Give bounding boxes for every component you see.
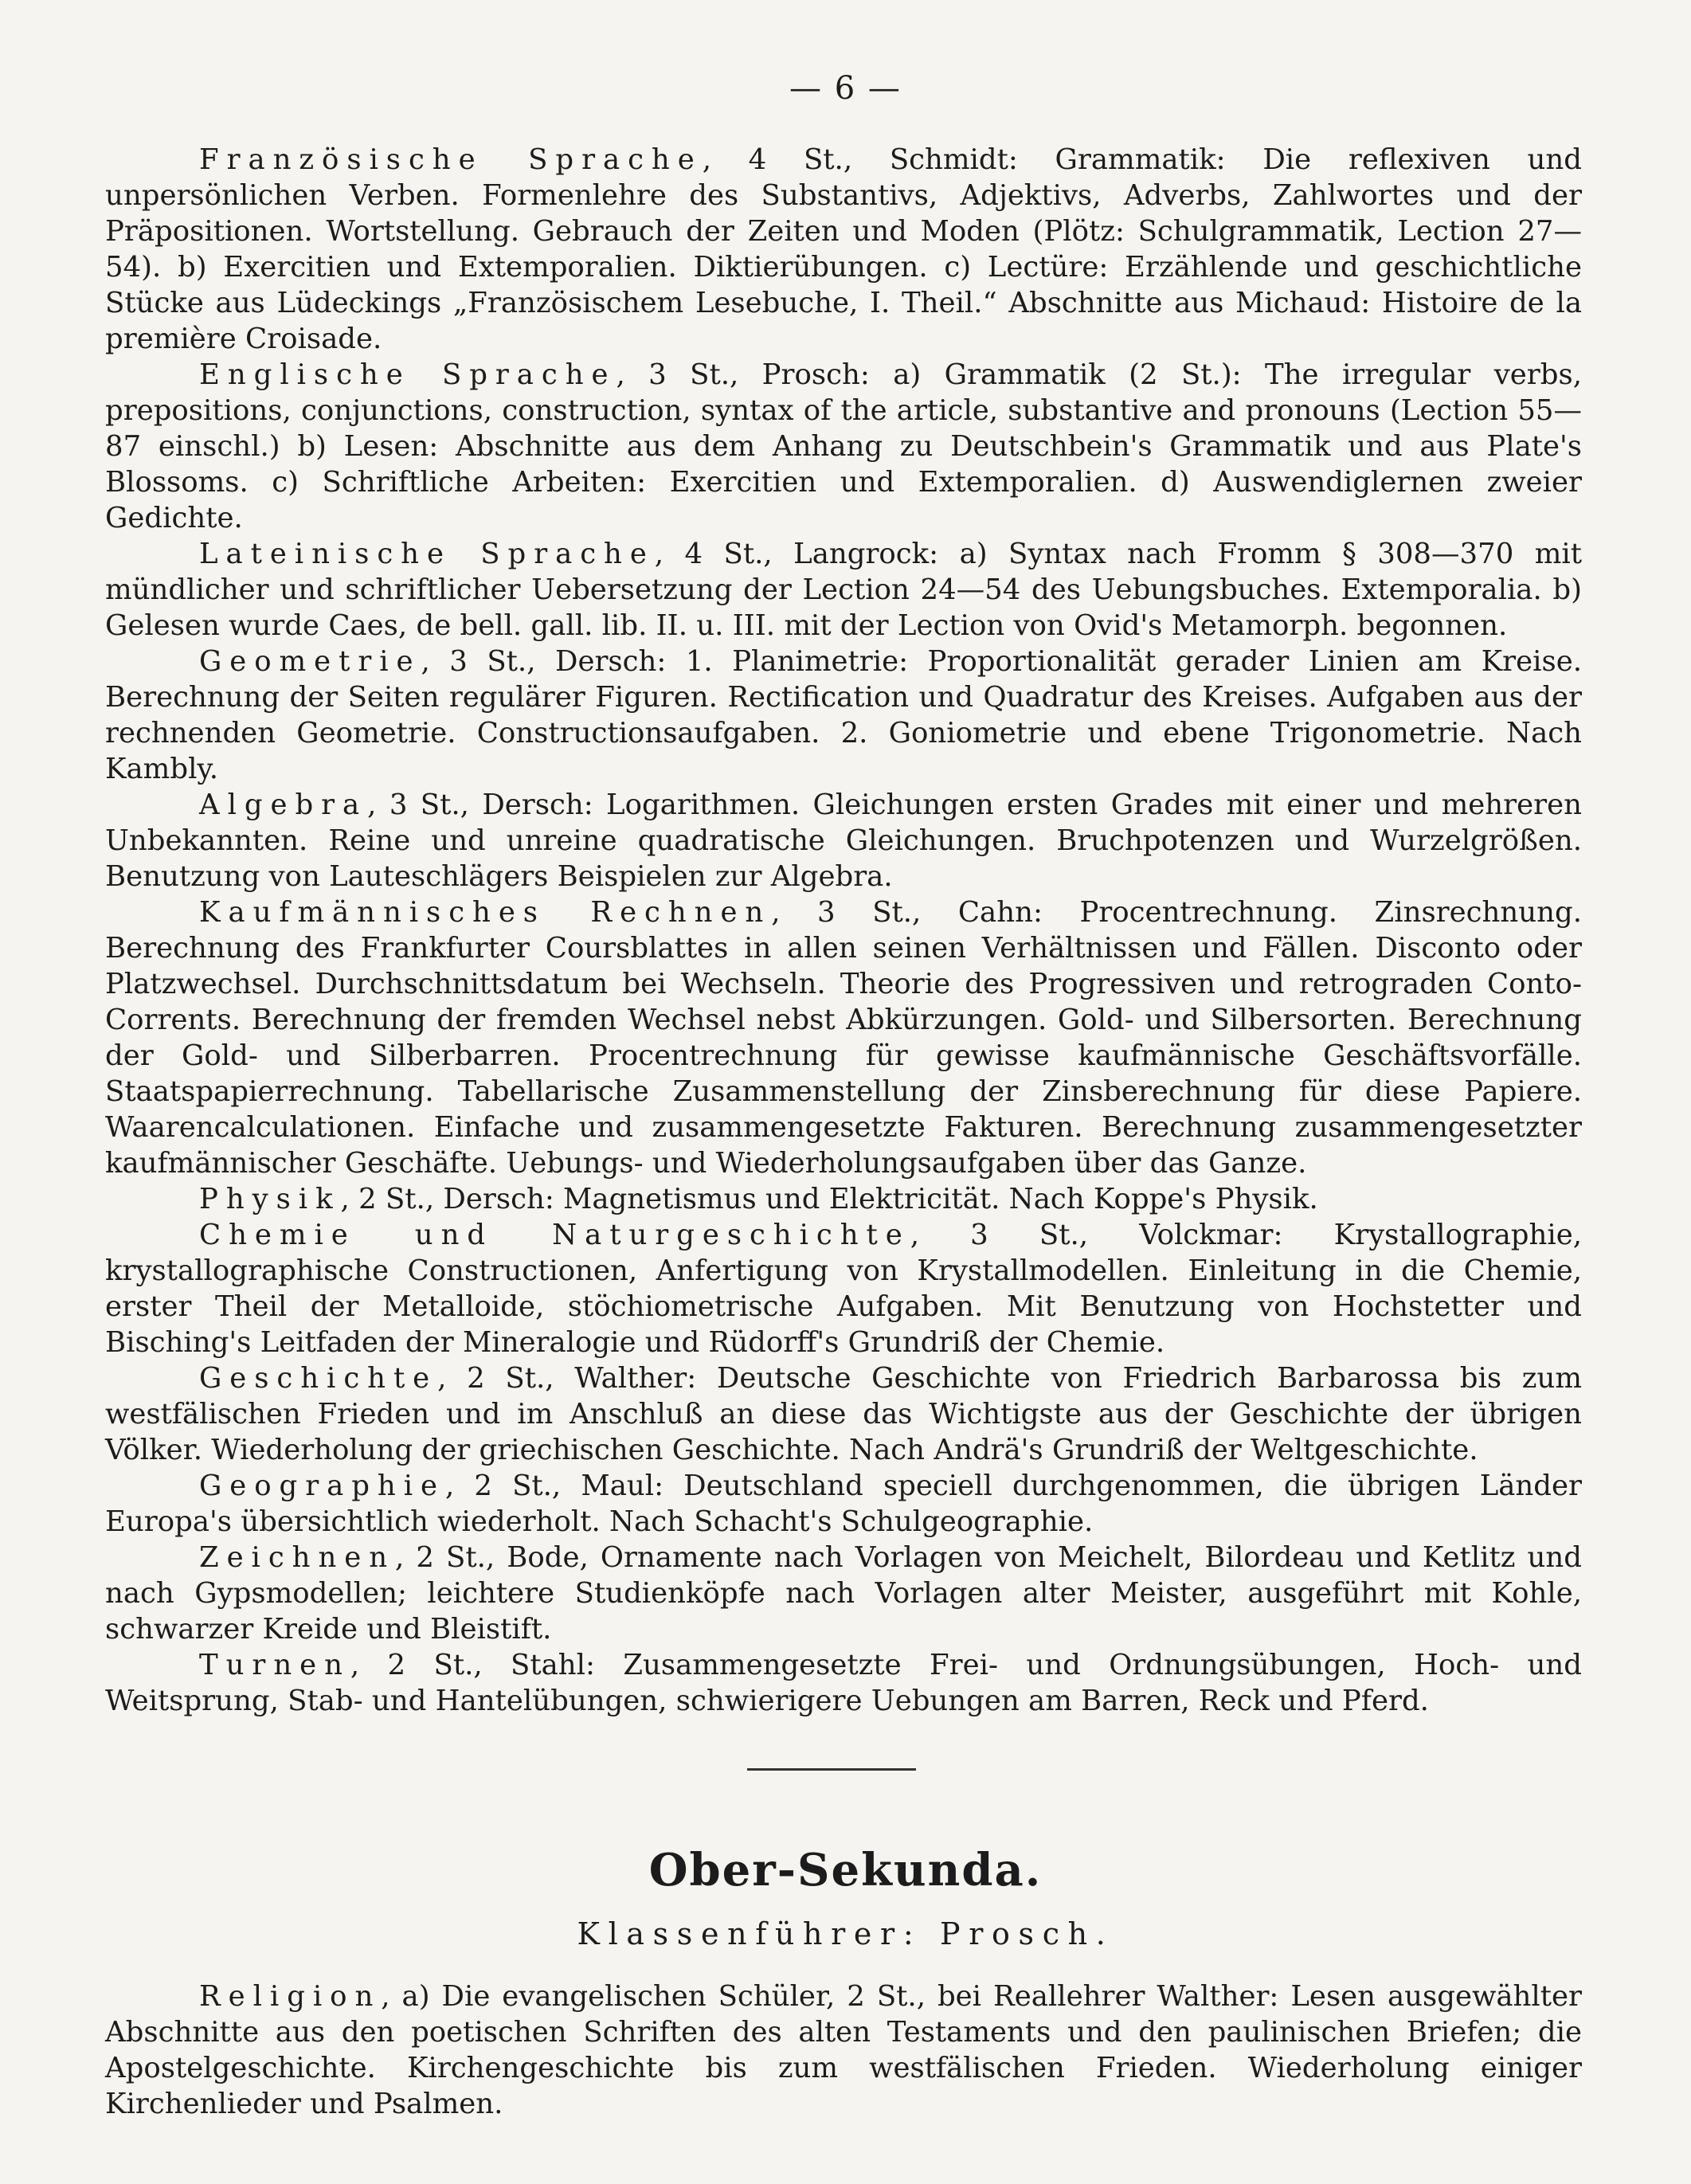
subject-heading: Zeichnen [199, 1541, 396, 1574]
subject-heading: Französische Sprache [199, 143, 703, 176]
entry-religion: Religion, a) Die evangelischen Schüler, 2 St., bei Reallehrer Walther: Lesen ausgewählter Abschnitte aus den poetischen Schriften des alten Testaments und den paulinischen Briefen; die Apostelgeschichte. Kirchengeschichte bis zum westfälischen Frieden. Wiederholung einiger Kirchenlieder und Psalmen. [105, 1980, 1582, 2120]
curriculum-text [105, 142, 1582, 1719]
entry-history: Geschichte, 2 St., Walther: Deutsche Geschichte von Friedrich Barbarossa bis zum westfälischen Frieden und im Anschluß an diese das Wichtigste aus der Geschichte der übrigen Völker. Wiederholung der griechischen Geschichte. Nach Andrä's Grundriß der Weltgeschichte. [105, 1362, 1582, 1466]
entry-geometry: Geometrie, 3 St., Dersch: 1. Planimetrie: Proportionalität gerader Linien am Kreise. Berechnung der Seiten regulärer Figuren. Rectification und Quadratur des Kreises. Aufgaben aus der rechnenden Geometrie. Constructionsaufgaben. 2. Goniometrie und ebene Trigonometrie. Nach Kambly. [105, 645, 1582, 785]
subject-heading: Geometrie [199, 645, 421, 678]
subject-heading: Geschichte [199, 1362, 438, 1395]
subject-heading: Geographie [199, 1470, 445, 1502]
subject-heading: Religion [199, 1980, 382, 2013]
entry-english: Englische Sprache, 3 St., Prosch: a) Grammatik (2 St.): The irregular verbs, prepositions, conjunctions, construction, syntax of the article, substantive and pronouns (Lection 55—87 einschl.) b) Lesen: Abschnitte aus dem Anhang zu Deutschbein's Grammatik und aus Plate's Blossoms. c) Schriftliche Arbeiten: Exercitien und Extemporalien. d) Auswendiglernen zweier Gedichte. [105, 358, 1582, 534]
subject-heading: Englische Sprache [199, 358, 617, 391]
entry-chemistry: Chemie und Naturgeschichte, 3 St., Volckmar: Krystallographie, krystallographische Constructionen, Anfertigung von Krystallmodellen. Einleitung in die Chemie, erster Theil der Metalloide, stöchiometrische Aufgaben. Mit Benutzung von Hochstetter und Bisching's Leitfaden der Mineralogie und Rüdorff's Grundriß der Chemie. [105, 1219, 1582, 1359]
subject-heading: Algebra [199, 789, 368, 821]
subject-heading: Lateinische Sprache [199, 538, 655, 570]
entry-french: Französische Sprache, 4 St., Schmidt: Grammatik: Die reflexiven und unpersönlichen Verben. Formenlehre des Substantivs, Adjektivs, Adverbs, Zahlwortes und der Präpositionen. Wortstellung. Gebrauch der Zeiten und Moden (Plötz: Schulgrammatik, Lection 27—54). b) Exercitien und Extemporalien. Diktierübungen. c) Lectüre: Erzählende und geschichtliche Stücke aus Lüdeckings „Französischem Lesebuche, I. Theil.“ Abschnitte aus Michaud: Histoire de la première Croisade. [105, 143, 1582, 355]
entry-drawing: Zeichnen, 2 St., Bode, Ornamente nach Vorlagen von Meichelt, Bilordeau und Ketlitz und nach Gypsmodellen; leichtere Studienköpfe nach Vorlagen alter Meister, ausgeführt mit Kohle, schwarzer Kreide und Bleistift. [105, 1541, 1582, 1646]
page-number: — 6 — [789, 70, 902, 107]
section-title: Ober-Sekunda. [648, 1844, 1043, 1896]
class-teacher-line: Klassenführer: Prosch. [577, 1916, 1114, 1951]
entry-latin: Lateinische Sprache, 4 St., Langrock: a) Syntax nach Fromm § 308—370 mit mündlicher und schriftlicher Uebersetzung der Lection 24—54 des Uebungsbuches. Extemporalia. b) Gelesen wurde Caes, de bell. gall. lib. II. u. III. mit der Lection von Ovid's Metamorph. begonnen. [105, 538, 1582, 642]
entry-physics: Physik, 2 St., Dersch: Magnetismus und Elektricität. Nach Koppe's Physik. [199, 1183, 1318, 1215]
entry-commercial-arithmetic: Kaufmännisches Rechnen, 3 St., Cahn: Procentrechnung. Zinsrechnung. Berechnung des Frankfurter Coursblattes in allen seinen Verhältnissen und Fällen. Disconto oder Platzwechsel. Durchschnittsdatum bei Wechseln. Theorie des Progressiven und retrograden Conto-Corrents. Berechnung der fremden Wechsel nebst Abkürzungen. Gold- und Silbersorten. Berechnung der Gold- und Silberbarren. Procentrechnung für gewisse kaufmännische Geschäftsvorfälle. Staatspapierrechnung. Tabellarische Zusammenstellung der Zinsberechnung für diese Papiere. Waarencalculationen. Einfache und zusammengesetzte Fakturen. Berechnung zusammengesetzter kaufmännischer Geschäfte. Uebungs- und Wiederholungsaufgaben über das Ganze. [105, 896, 1582, 1180]
entry-geography: Geographie, 2 St., Maul: Deutschland speciell durchgenommen, die übrigen Länder Europa's übersichtlich wiederholt. Nach Schacht's Schulgeographie. [105, 1470, 1582, 1538]
subject-heading: Kaufmännisches Rechnen [199, 896, 772, 929]
entry-gymnastics: Turnen, 2 St., Stahl: Zusammengesetzte Frei- und Ordnungsübungen, Hoch- und Weitsprung, Stab- und Hantelübungen, schwierigere Uebungen am Barren, Reck und Pferd. [105, 1649, 1582, 1717]
religion-text [105, 1979, 1582, 2122]
entry-algebra: Algebra, 3 St., Dersch: Logarithmen. Gleichungen ersten Grades mit einer und mehreren Unbekannten. Reine und unreine quadratische Gleichungen. Bruchpotenzen und Wurzelgrößen. Benutzung von Lauteschlägers Beispielen zur Algebra. [105, 789, 1582, 893]
section-divider [747, 1768, 916, 1771]
subject-heading: Chemie und Naturgeschichte [199, 1219, 910, 1251]
subject-heading: Physik [199, 1183, 341, 1215]
subject-heading: Turnen [199, 1649, 350, 1681]
